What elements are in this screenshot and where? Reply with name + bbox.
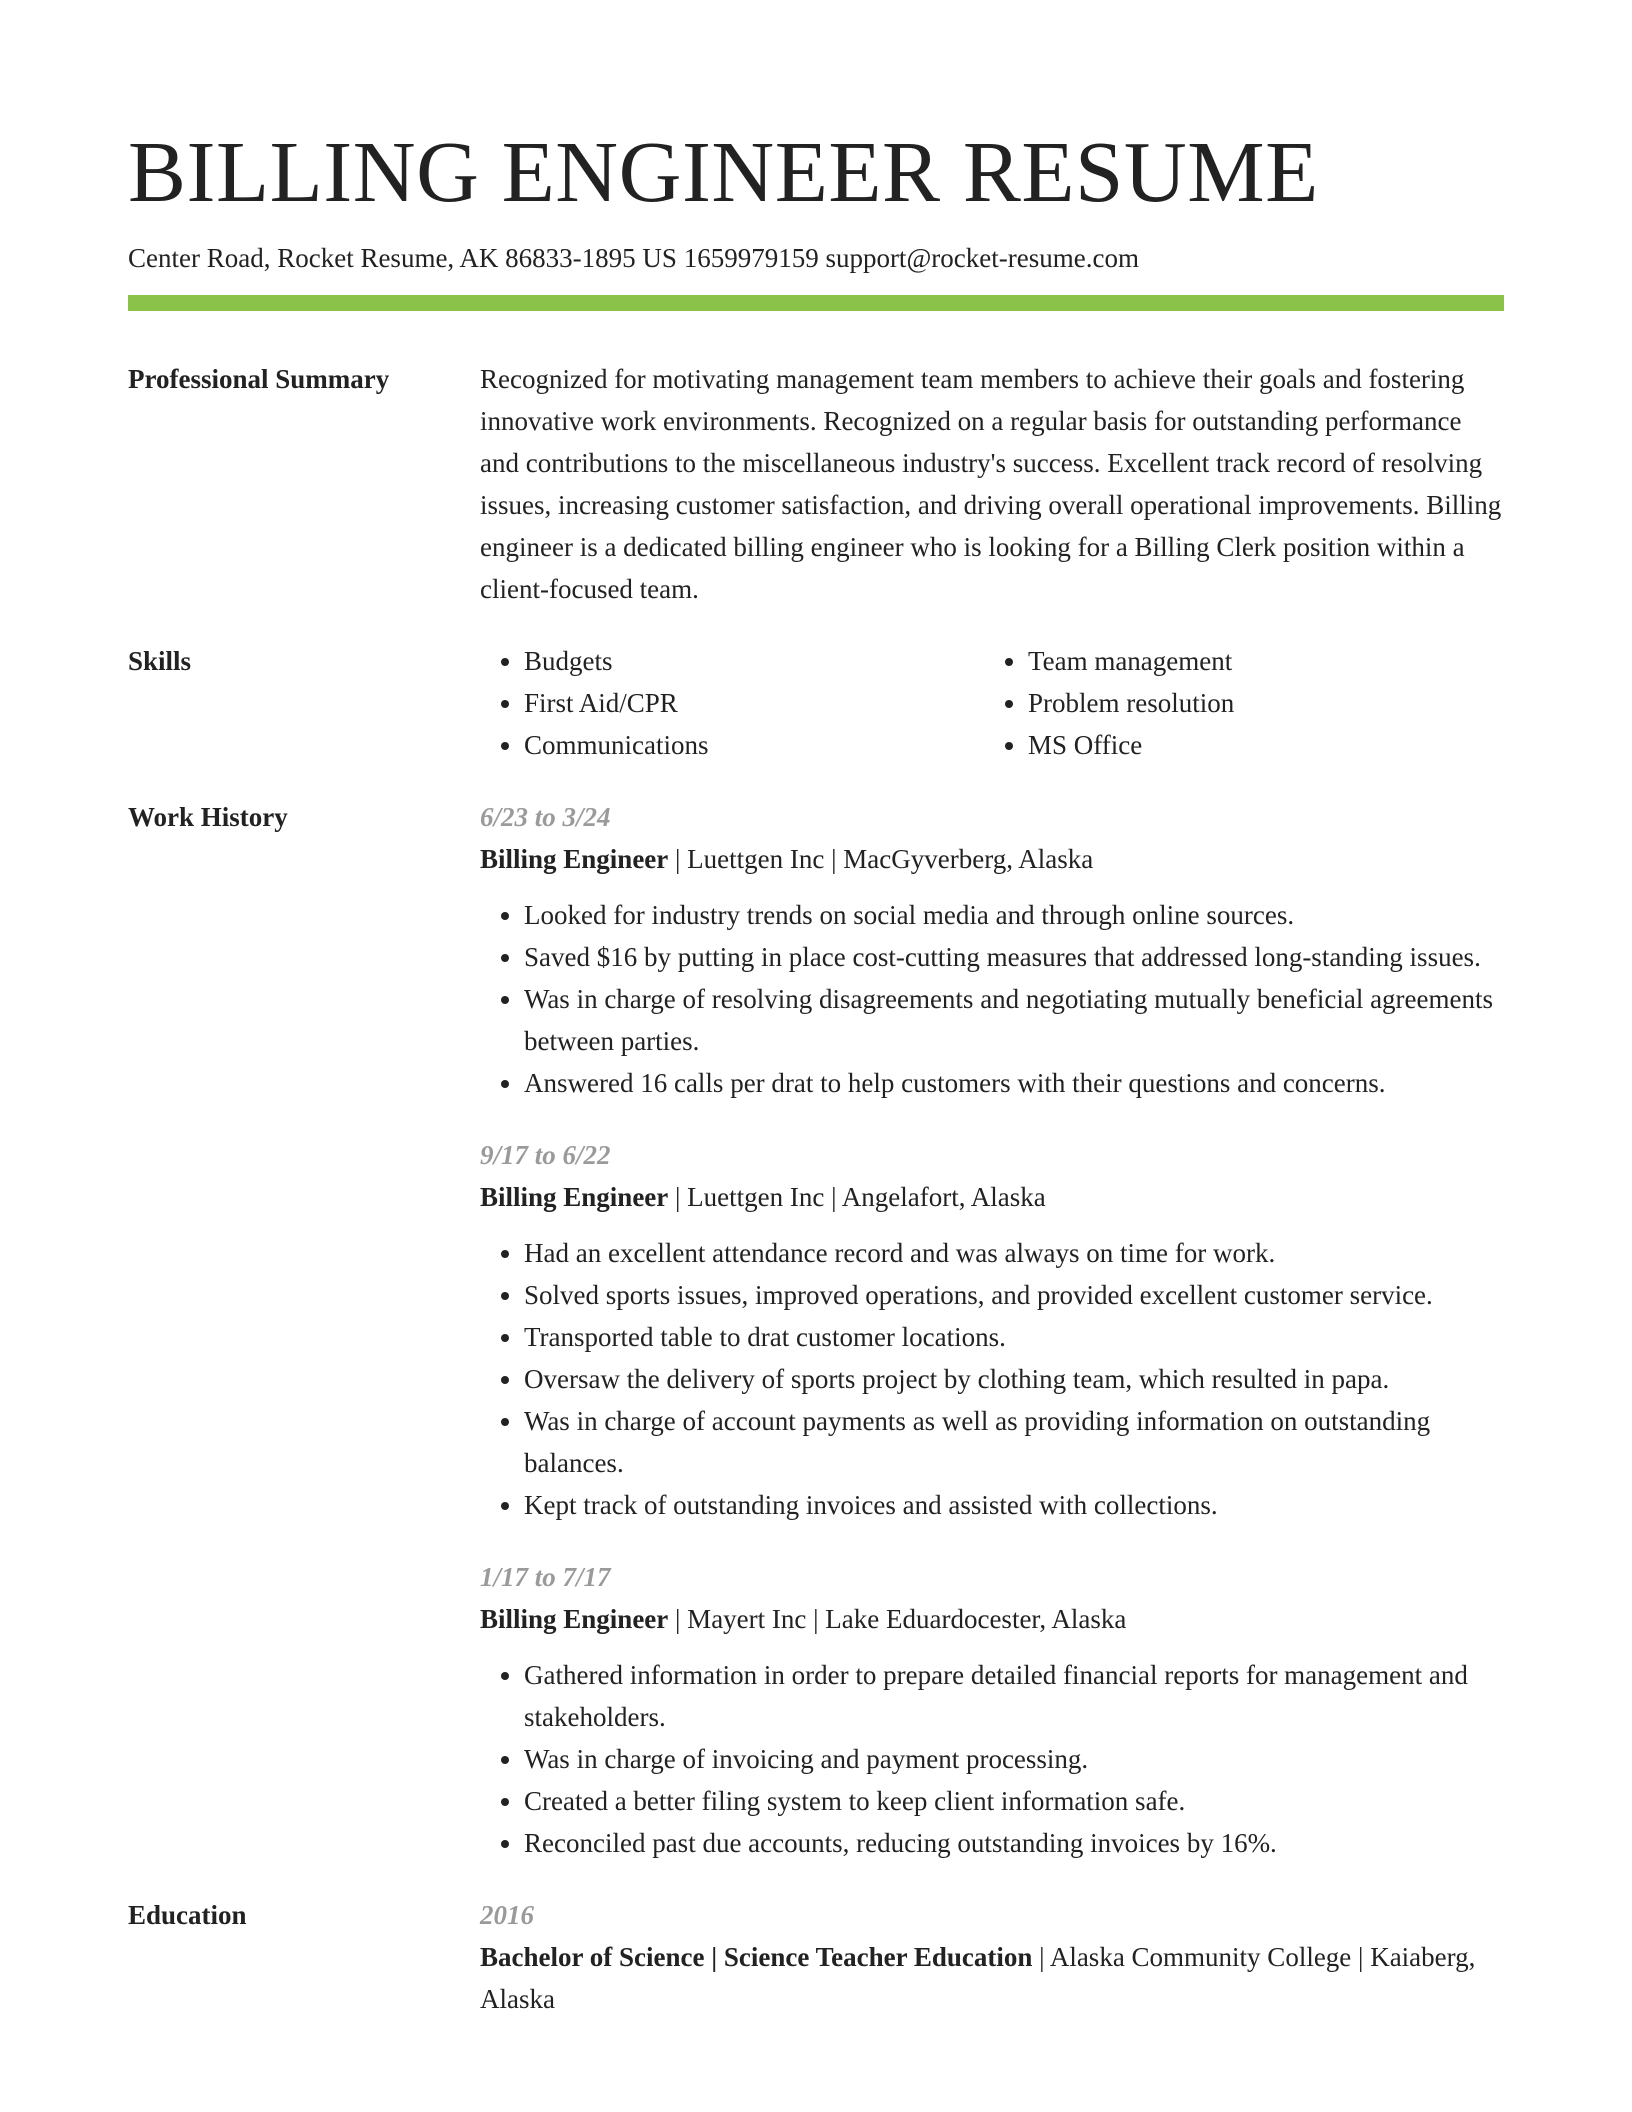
job-dates: 1/17 to 7/17 (480, 1562, 611, 1593)
job-bullets (480, 894, 1504, 1104)
skills-list-right (984, 640, 1488, 766)
job-bullet: • Had an excellent attendance record and was always on time for work. (524, 1232, 1504, 1274)
job-entry (480, 796, 1504, 1104)
job-dates: 6/23 to 3/24 (480, 802, 611, 833)
skill-item: • Team management (1028, 640, 1488, 682)
skill-item: • First Aid/CPR (524, 682, 984, 724)
accent-divider (128, 295, 1504, 311)
skill-item: • MS Office (1028, 724, 1488, 766)
job-bullets (480, 1232, 1504, 1526)
job-role-line (480, 838, 1504, 880)
job-bullet: • Reconciled past due accounts, reducing outstanding invoices by 16%. (524, 1822, 1504, 1864)
summary-section (128, 358, 1504, 610)
job-details: | Luettgen Inc | MacGyverberg, Alaska (668, 844, 1094, 875)
contact-line: Center Road, Rocket Resume, AK 86833-1895 US 1659979159 support@rocket-resume.com (128, 243, 1139, 273)
job-bullets (480, 1654, 1504, 1864)
job-bullet: • Saved $16 by putting in place cost-cutting measures that addressed long-standing issues. (524, 936, 1504, 978)
work-history-section (128, 796, 1504, 1864)
job-entry (480, 1556, 1504, 1864)
resume-page (128, 118, 1504, 2020)
skills-list-left (480, 640, 984, 766)
job-bullet: • Looked for industry trends on social media and through online sources. (524, 894, 1504, 936)
resume-title: BILLING ENGINEER RESUME (128, 123, 1319, 220)
job-role-line (480, 1176, 1504, 1218)
job-bullet: • Was in charge of resolving disagreements and negotiating mutually beneficial agreements between parties. (524, 978, 1504, 1062)
skill-item: • Communications (524, 724, 984, 766)
skills-heading: Skills (128, 646, 192, 677)
summary-heading: Professional Summary (128, 364, 390, 395)
job-role: Billing Engineer (480, 1604, 669, 1635)
job-role-line (480, 1598, 1504, 1640)
skill-item: • Budgets (524, 640, 984, 682)
job-bullet: • Solved sports issues, improved operations, and provided excellent customer service. (524, 1274, 1504, 1316)
job-role: Billing Engineer (480, 844, 669, 875)
job-bullet: • Oversaw the delivery of sports project by clothing team, which resulted in papa. (524, 1358, 1504, 1400)
skill-item: • Problem resolution (1028, 682, 1488, 724)
job-bullet: • Was in charge of account payments as well as providing information on outstanding balances. (524, 1400, 1504, 1484)
job-entry (480, 1134, 1504, 1526)
education-degree: Bachelor of Science | Science Teacher Education (480, 1942, 1033, 1973)
job-bullet: • Transported table to drat customer locations. (524, 1316, 1504, 1358)
work-history-heading: Work History (128, 802, 288, 833)
job-bullet: • Answered 16 calls per drat to help customers with their questions and concerns. (524, 1062, 1504, 1104)
education-heading: Education (128, 1900, 247, 1931)
job-details: | Mayert Inc | Lake Eduardocester, Alaska (668, 1604, 1127, 1635)
job-bullet: • Kept track of outstanding invoices and assisted with collections. (524, 1484, 1504, 1526)
summary-text: Recognized for motivating management team members to achieve their goals and fostering innovative work environments. Recognized on a regular basis for outstanding performance and contributions to the miscellaneous industry's success. Excellent track record of resolving issues, increasing customer satisfaction, and driving overall operational improvements. Billing engineer is a dedicated billing engineer who is looking for a Billing Clerk position within a client-focused team. (480, 364, 1502, 605)
education-line (480, 1936, 1504, 2020)
job-bullet: • Created a better filing system to keep client information safe. (524, 1780, 1504, 1822)
job-bullet: • Was in charge of invoicing and payment processing. (524, 1738, 1504, 1780)
education-details: | Alaska Community College | Kaiaberg, Alaska (480, 1942, 1476, 2015)
job-details: | Luettgen Inc | Angelafort, Alaska (668, 1182, 1046, 1213)
education-section (128, 1894, 1504, 2020)
job-dates: 9/17 to 6/22 (480, 1140, 611, 1171)
job-role: Billing Engineer (480, 1182, 669, 1213)
skills-section (128, 640, 1504, 766)
education-year: 2016 (480, 1900, 534, 1931)
job-bullet: • Gathered information in order to prepare detailed financial reports for management and stakeholders. (524, 1654, 1504, 1738)
